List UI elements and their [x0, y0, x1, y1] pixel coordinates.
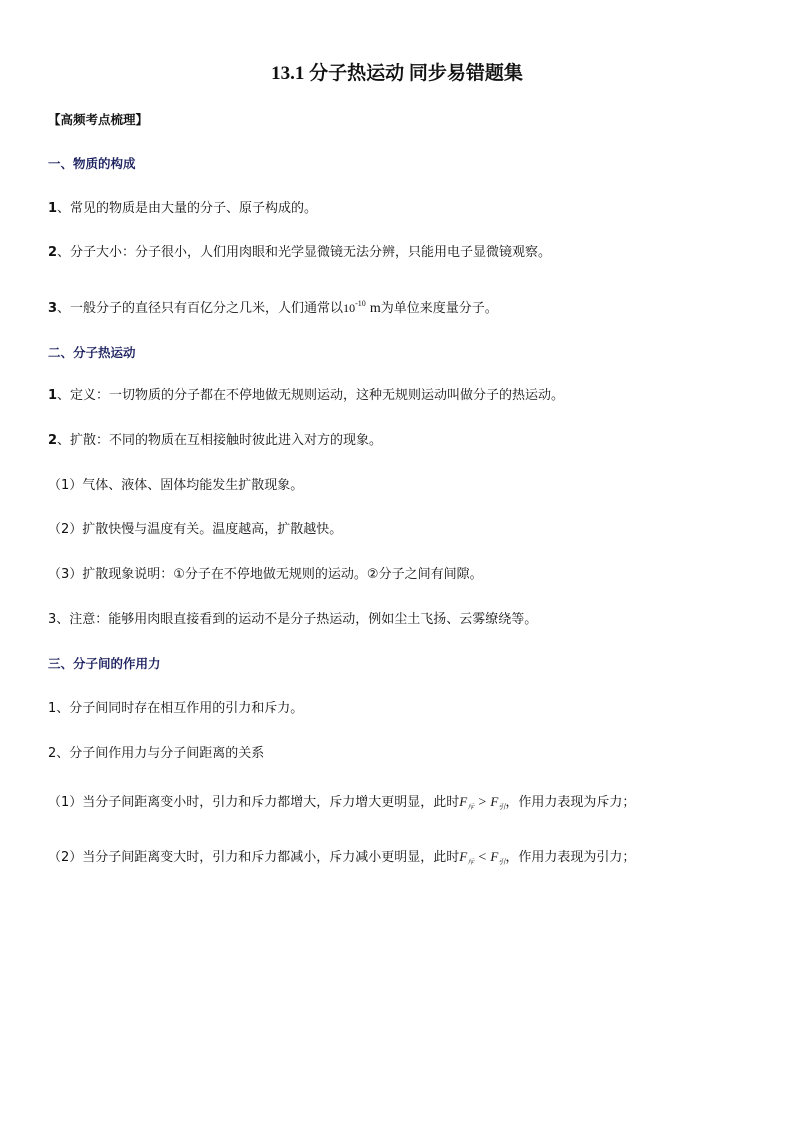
s1-p2-number: 2	[48, 245, 58, 260]
s3-paragraph-2: 2、分子间作用力与分子间距离的关系	[48, 746, 265, 761]
section-intro-heading: 【高频考点梳理】	[48, 112, 149, 127]
s2-item-2: （2）扩散快慢与温度有关。温度越高，扩散越快。	[48, 522, 343, 537]
s3-paragraph-1: 1、分子间同时存在相互作用的引力和斥力。	[48, 701, 304, 716]
force-subscript-attractive: 引	[498, 803, 506, 811]
less-than-sign: <	[478, 850, 487, 865]
force-attractive	[490, 849, 505, 864]
power-of-ten	[343, 301, 366, 315]
s2-paragraph-1	[48, 387, 564, 405]
force-subscript-repulsive: 斥	[467, 803, 475, 811]
force-repulsive	[459, 849, 474, 864]
s3-item-1	[48, 793, 635, 816]
s2-p1-text: 、定义：一切物质的分子都在不停地做无规则运动，这种无规则运动叫做分子的热运动。	[57, 388, 565, 403]
force-symbol: F	[459, 849, 468, 864]
s3-item-2	[48, 848, 635, 871]
force-symbol: F	[459, 794, 468, 809]
s1-p3-number: 3	[48, 301, 58, 316]
force-symbol: F	[490, 794, 499, 809]
s1-paragraph-1	[48, 200, 317, 218]
section-1-heading: 一、物质的构成	[48, 156, 136, 171]
unit-meter: m	[369, 301, 381, 316]
power-exponent: -10	[355, 299, 366, 308]
force-subscript-repulsive: 斥	[467, 858, 475, 866]
s2-paragraph-2	[48, 432, 382, 450]
power-base: 10	[343, 301, 356, 315]
section-2-heading: 二、分子热运动	[48, 345, 136, 360]
s2-p1-number: 1	[48, 388, 58, 403]
s1-p3-text-a: 、一般分子的直径只有百亿分之几米，人们通常以	[57, 301, 344, 316]
s1-paragraph-3	[48, 295, 498, 318]
greater-than-sign: >	[478, 795, 487, 810]
s3-i1-text-b: ，作用力表现为斥力；	[505, 795, 636, 810]
s3-i2-text-a: （2）当分子间距离变大时，引力和斥力都减小，斥力减小更明显，此时	[48, 850, 460, 865]
s2-item-3: （3）扩散现象说明：①分子在不停地做无规则的运动。②分子之间有间隙。	[48, 567, 483, 582]
force-attractive	[490, 794, 505, 809]
s1-p3-text-b: 为单位来度量分子。	[380, 301, 498, 316]
s2-paragraph-3: 3、注意：能够用肉眼直接看到的运动不是分子热运动，例如尘土飞扬、云雾缭绕等。	[48, 612, 538, 627]
force-subscript-attractive: 引	[498, 858, 506, 866]
s1-p1-text: 、常见的物质是由大量的分子、原子构成的。	[57, 201, 318, 216]
force-repulsive	[459, 794, 474, 809]
s3-i2-text-b: ，作用力表现为引力；	[505, 850, 636, 865]
force-symbol: F	[490, 849, 499, 864]
s1-p2-text: 、分子大小：分子很小，人们用肉眼和光学显微镜无法分辨，只能用电子显微镜观察。	[57, 245, 552, 260]
s2-p2-text: 、扩散：不同的物质在互相接触时彼此进入对方的现象。	[57, 433, 383, 448]
s1-paragraph-2	[48, 244, 551, 262]
s1-p1-number: 1	[48, 201, 58, 216]
s2-p2-number: 2	[48, 433, 58, 448]
s2-item-1: （1）气体、液体、固体均能发生扩散现象。	[48, 478, 304, 493]
document-title: 13.1 分子热运动 同步易错题集	[271, 63, 523, 84]
section-3-heading: 三、分子间的作用力	[48, 656, 161, 671]
s3-i1-text-a: （1）当分子间距离变小时，引力和斥力都增大，斥力增大更明显，此时	[48, 795, 460, 810]
